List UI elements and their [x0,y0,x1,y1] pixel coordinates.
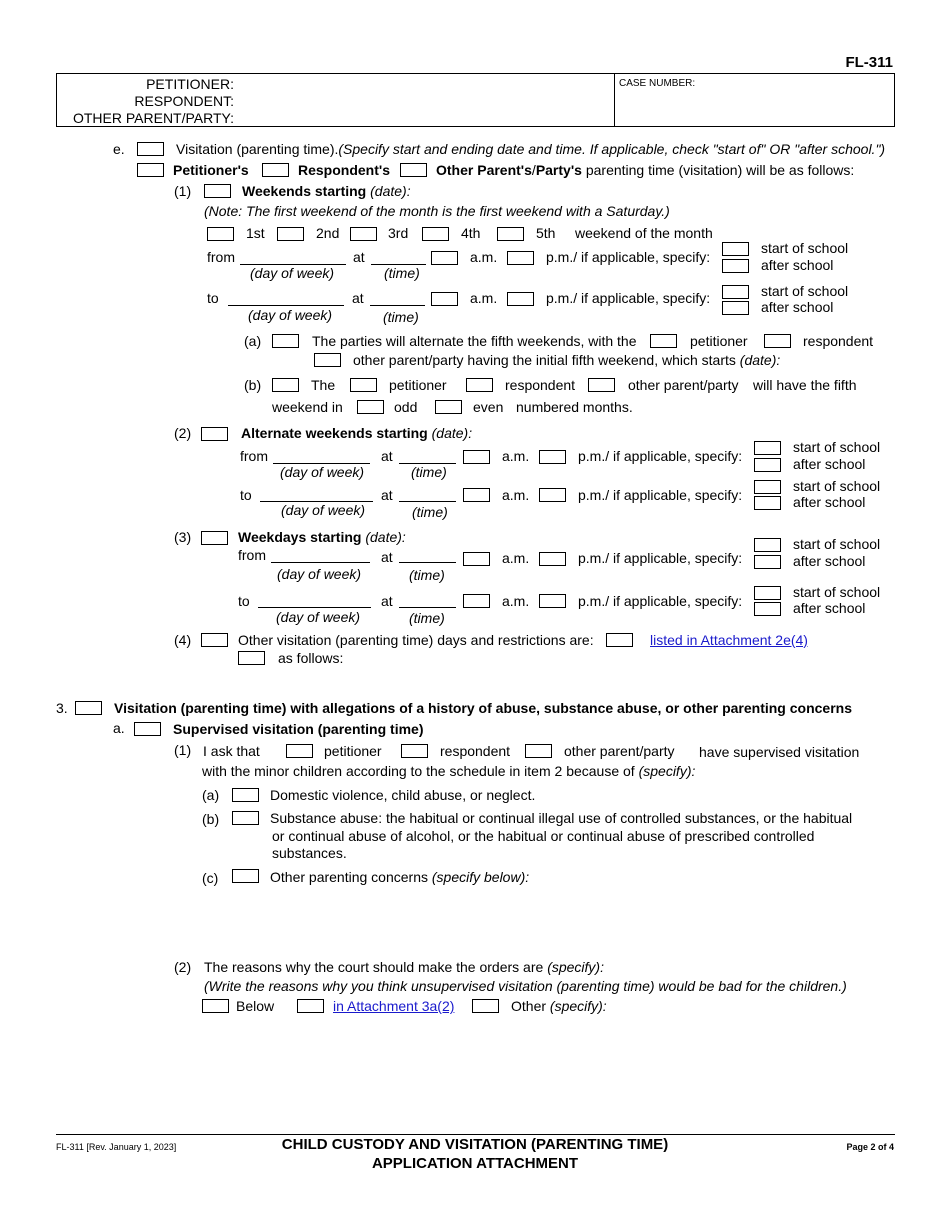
day-of-week-caption: (day of week) [280,464,365,480]
start-school-label: start of school [761,240,849,256]
other-parents-checkbox[interactable] [400,163,427,177]
wd-from-am-checkbox[interactable] [463,552,490,566]
am-label: a.m. [502,487,530,503]
alt-to-time-field[interactable] [399,501,456,502]
have-supervised-label: have supervised visitation [699,744,860,760]
item3-num: 3. [56,700,68,716]
at-label: at [352,290,364,306]
day-of-week-caption: (day of week) [276,609,361,625]
even-checkbox[interactable] [435,400,462,414]
alt-to-start-school-checkbox[interactable] [754,480,781,494]
weekends-note: (Note: The first weekend of the month is the first weekend with a Saturday.) [204,203,670,219]
week-2nd-label: 2nd [316,225,340,241]
ask-respondent-checkbox[interactable] [401,744,428,758]
wd-from-after-school-checkbox[interactable] [754,555,781,569]
substance-abuse-line1: Substance abuse: the habitual or continual illegal use of controlled substances, or the habitual [270,810,853,826]
after-school-label: after school [761,299,834,315]
from-label: from [238,547,266,563]
ask-petitioner-label: petitioner [324,743,382,759]
alternate-fifth-text: The parties will alternate the fifth weekends, with the [312,333,637,349]
other-visitation-num: (4) [174,632,192,648]
alt-to-am-checkbox[interactable] [463,488,490,502]
ask-other-label: other parent/party [564,743,675,759]
petitioners-checkbox[interactable] [137,163,164,177]
supervised-checkbox[interactable] [134,722,161,736]
footer-rev: FL-311 [Rev. January 1, 2023] [56,1142,177,1152]
footer-title-2: APPLICATION ATTACHMENT [371,1155,579,1172]
start-school-label: start of school [761,283,849,299]
to-start-school-checkbox[interactable] [722,285,749,299]
week-3rd-checkbox[interactable] [350,227,377,241]
from-pm-checkbox[interactable] [507,251,534,265]
after-school-label: after school [793,494,866,510]
as-follows-label: as follows: [278,650,344,666]
item3-title: Visitation (parenting time) with allegations of a history of abuse, substance abuse, or other parenting concerns [114,700,852,716]
substance-abuse-line2: or continual abuse of alcohol, or the habitual or continual abuse of prescribed controlled [272,828,815,844]
the-label: The [311,377,336,393]
alt-weekends-checkbox[interactable] [201,427,228,441]
from-start-school-checkbox[interactable] [722,242,749,256]
ask-petitioner-checkbox[interactable] [286,744,313,758]
time-caption: (time) [409,610,445,626]
am-label: a.m. [470,249,498,265]
pm-label: p.m./ if applicable, specify: [546,249,711,265]
b-respondent-checkbox[interactable] [466,378,493,392]
at-label: at [353,249,365,265]
after-school-label: after school [793,600,866,616]
alt-from-pm-checkbox[interactable] [539,450,566,464]
substance-abuse-checkbox[interactable] [232,811,259,825]
below-checkbox[interactable] [202,999,229,1013]
at-label: at [381,487,393,503]
reasons-note: (Write the reasons why you think unsupervised visitation (parenting time) would be bad for the children.) [204,978,847,994]
day-of-week-caption: (day of week) [250,265,335,281]
item3a-letter: a. [113,720,125,736]
time-caption: (time) [409,567,445,583]
b-other-label: other parent/party [628,377,739,393]
reasons-other-checkbox[interactable] [472,999,499,1013]
respondents-checkbox[interactable] [262,163,289,177]
from-am-checkbox[interactable] [431,251,458,265]
odd-label: odd [394,399,418,415]
time-caption: (time) [411,464,447,480]
attachment-3a2-link[interactable]: in Attachment 3a(2) [333,998,455,1014]
alt-to-pm-checkbox[interactable] [539,488,566,502]
b-respondent-label: respondent [505,377,576,393]
wd-to-pm-checkbox[interactable] [539,594,566,608]
week-3rd-label: 3rd [388,225,409,241]
day-of-week-caption: (day of week) [277,566,362,582]
supervised-title: Supervised visitation (parenting time) [173,721,424,737]
wd-from-time-field[interactable] [399,562,456,563]
start-school-label: start of school [793,584,881,600]
start-school-label: start of school [793,478,881,494]
reasons-num: (2) [174,959,192,975]
at-label: at [381,549,393,565]
fifth-b-checkbox[interactable] [272,378,299,392]
weekdays-label: Weekdays starting (date): [238,529,406,545]
ask-label: I ask that [203,743,260,759]
alternate-fifth-checkbox[interactable] [272,334,299,348]
am-label: a.m. [502,593,530,609]
sub-a-num: (a) [244,333,262,349]
alt-from-after-school-checkbox[interactable] [754,458,781,472]
domestic-violence-label: Domestic violence, child abuse, or neglect. [270,787,536,803]
start-school-label: start of school [793,439,881,455]
from-label: from [240,448,268,464]
weekdays-num: (3) [174,529,192,545]
domestic-violence-checkbox[interactable] [232,788,259,802]
reason-a-num: (a) [202,787,220,803]
respondent-label: RESPONDENT: [134,93,234,109]
wd-to-time-field[interactable] [399,607,456,608]
after-school-label: after school [793,553,866,569]
start-school-label: start of school [793,536,881,552]
to-time-field[interactable] [370,305,425,306]
to-pm-checkbox[interactable] [507,292,534,306]
other-visitation-checkbox[interactable] [201,633,228,647]
visitation-checkbox[interactable] [137,142,164,156]
pm-label: p.m./ if applicable, specify: [546,290,711,306]
numbered-months: numbered months. [516,399,633,415]
as-follows-checkbox[interactable] [238,651,265,665]
week-5th-label: 5th [536,225,556,241]
wd-to-start-school-checkbox[interactable] [754,586,781,600]
form-number: FL-311 [845,54,893,71]
am-label: a.m. [502,448,530,464]
odd-checkbox[interactable] [357,400,384,414]
b-petitioner-label: petitioner [389,377,447,393]
to-day-field[interactable] [228,305,344,306]
ask-respondent-label: respondent [440,743,511,759]
at-label: at [381,448,393,464]
wd-from-pm-checkbox[interactable] [539,552,566,566]
week-2nd-checkbox[interactable] [277,227,304,241]
weekend-of-month-label: weekend of the month [575,225,713,241]
reason-b-num: (b) [202,811,220,827]
week-1st-checkbox[interactable] [207,227,234,241]
will-have-fifth: will have the fifth [753,377,857,393]
fifth-petitioner-label: petitioner [690,333,748,349]
to-am-checkbox[interactable] [431,292,458,306]
day-of-week-caption: (day of week) [248,307,333,323]
substance-abuse-line3: substances. [272,845,347,861]
to-label: to [238,593,250,609]
reasons-other-label: Other (specify): [511,998,607,1014]
to-label: to [240,487,252,503]
sub-b-num: (b) [244,377,262,393]
footer-rule [56,1134,895,1135]
pm-label: p.m./ if applicable, specify: [578,487,743,503]
petitioners-label: Petitioner's [173,162,249,178]
pm-label: p.m./ if applicable, specify: [578,448,743,464]
b-petitioner-checkbox[interactable] [350,378,377,392]
with-children-text: with the minor children according to the schedule in item 2 because of (specify): [202,763,696,779]
weekends-checkbox[interactable] [204,184,231,198]
other-visitation-text: Other visitation (parenting time) days and restrictions are: [238,632,594,648]
b-other-checkbox[interactable] [588,378,615,392]
alt-from-am-checkbox[interactable] [463,450,490,464]
other-concerns-label: Other parenting concerns (specify below): [270,869,530,885]
time-caption: (time) [383,309,419,325]
week-5th-checkbox[interactable] [497,227,524,241]
item3-checkbox[interactable] [75,701,102,715]
other-parents-label: Other Parent's/Party's parenting time (visitation) will be as follows: [436,162,855,178]
other-party-label: OTHER PARENT/PARTY: [72,110,234,126]
attachment-3a2-checkbox[interactable] [297,999,324,1013]
fifth-petitioner-checkbox[interactable] [650,334,677,348]
listed-attachment-checkbox[interactable] [606,633,633,647]
after-school-label: after school [793,456,866,472]
week-4th-checkbox[interactable] [422,227,449,241]
weekend-in-label: weekend in [272,399,343,415]
fifth-respondent-checkbox[interactable] [764,334,791,348]
pm-label: p.m./ if applicable, specify: [578,550,743,566]
to-label: to [207,290,219,306]
fifth-respondent-label: respondent [803,333,874,349]
pm-label: p.m./ if applicable, specify: [578,593,743,609]
alt-weekends-num: (2) [174,425,192,441]
am-label: a.m. [470,290,498,306]
wd-to-after-school-checkbox[interactable] [754,602,781,616]
day-of-week-caption: (day of week) [281,502,366,518]
from-label: from [207,249,235,265]
week-4th-label: 4th [461,225,481,241]
from-after-school-checkbox[interactable] [722,259,749,273]
footer-title-1: CHILD CUSTODY AND VISITATION (PARENTING TIME) [281,1136,669,1153]
alt-to-after-school-checkbox[interactable] [754,496,781,510]
footer-page: Page 2 of 4 [846,1142,894,1152]
at-label: at [381,593,393,609]
other-concerns-checkbox[interactable] [232,869,259,883]
reasons-text: The reasons why the court should make the orders are (specify): [204,959,604,975]
weekends-label: Weekends starting (date): [242,183,411,199]
week-1st-label: 1st [246,225,265,241]
item-e-text: Visitation (parenting time).(Specify start and ending date and time. If applicable, check "start of" OR "after school.") [176,141,886,157]
below-label: Below [236,998,275,1014]
alt-from-start-school-checkbox[interactable] [754,441,781,455]
time-caption: (time) [412,504,448,520]
reason-c-num: (c) [202,870,219,886]
am-label: a.m. [502,550,530,566]
weekdays-checkbox[interactable] [201,531,228,545]
to-after-school-checkbox[interactable] [722,301,749,315]
wd-to-am-checkbox[interactable] [463,594,490,608]
weekends-num: (1) [174,183,192,199]
time-caption: (time) [384,265,420,281]
alt-weekends-label: Alternate weekends starting (date): [241,425,473,441]
case-number-label: CASE NUMBER: [619,78,696,89]
respondents-label: Respondent's [298,162,391,178]
even-label: even [473,399,504,415]
ask-other-checkbox[interactable] [525,744,552,758]
wd-from-start-school-checkbox[interactable] [754,538,781,552]
attachment-2e4-link[interactable]: listed in Attachment 2e(4) [650,632,808,648]
wd-from-day-field[interactable] [271,562,370,563]
fifth-other-label: other parent/party having the initial fifth weekend, which starts (date): [353,352,781,368]
fifth-other-checkbox[interactable] [314,353,341,367]
ask-num: (1) [174,742,192,758]
after-school-label: after school [761,257,834,273]
petitioner-label: PETITIONER: [146,76,234,92]
wd-to-day-field[interactable] [258,607,371,608]
item-e-letter: e. [113,141,125,157]
